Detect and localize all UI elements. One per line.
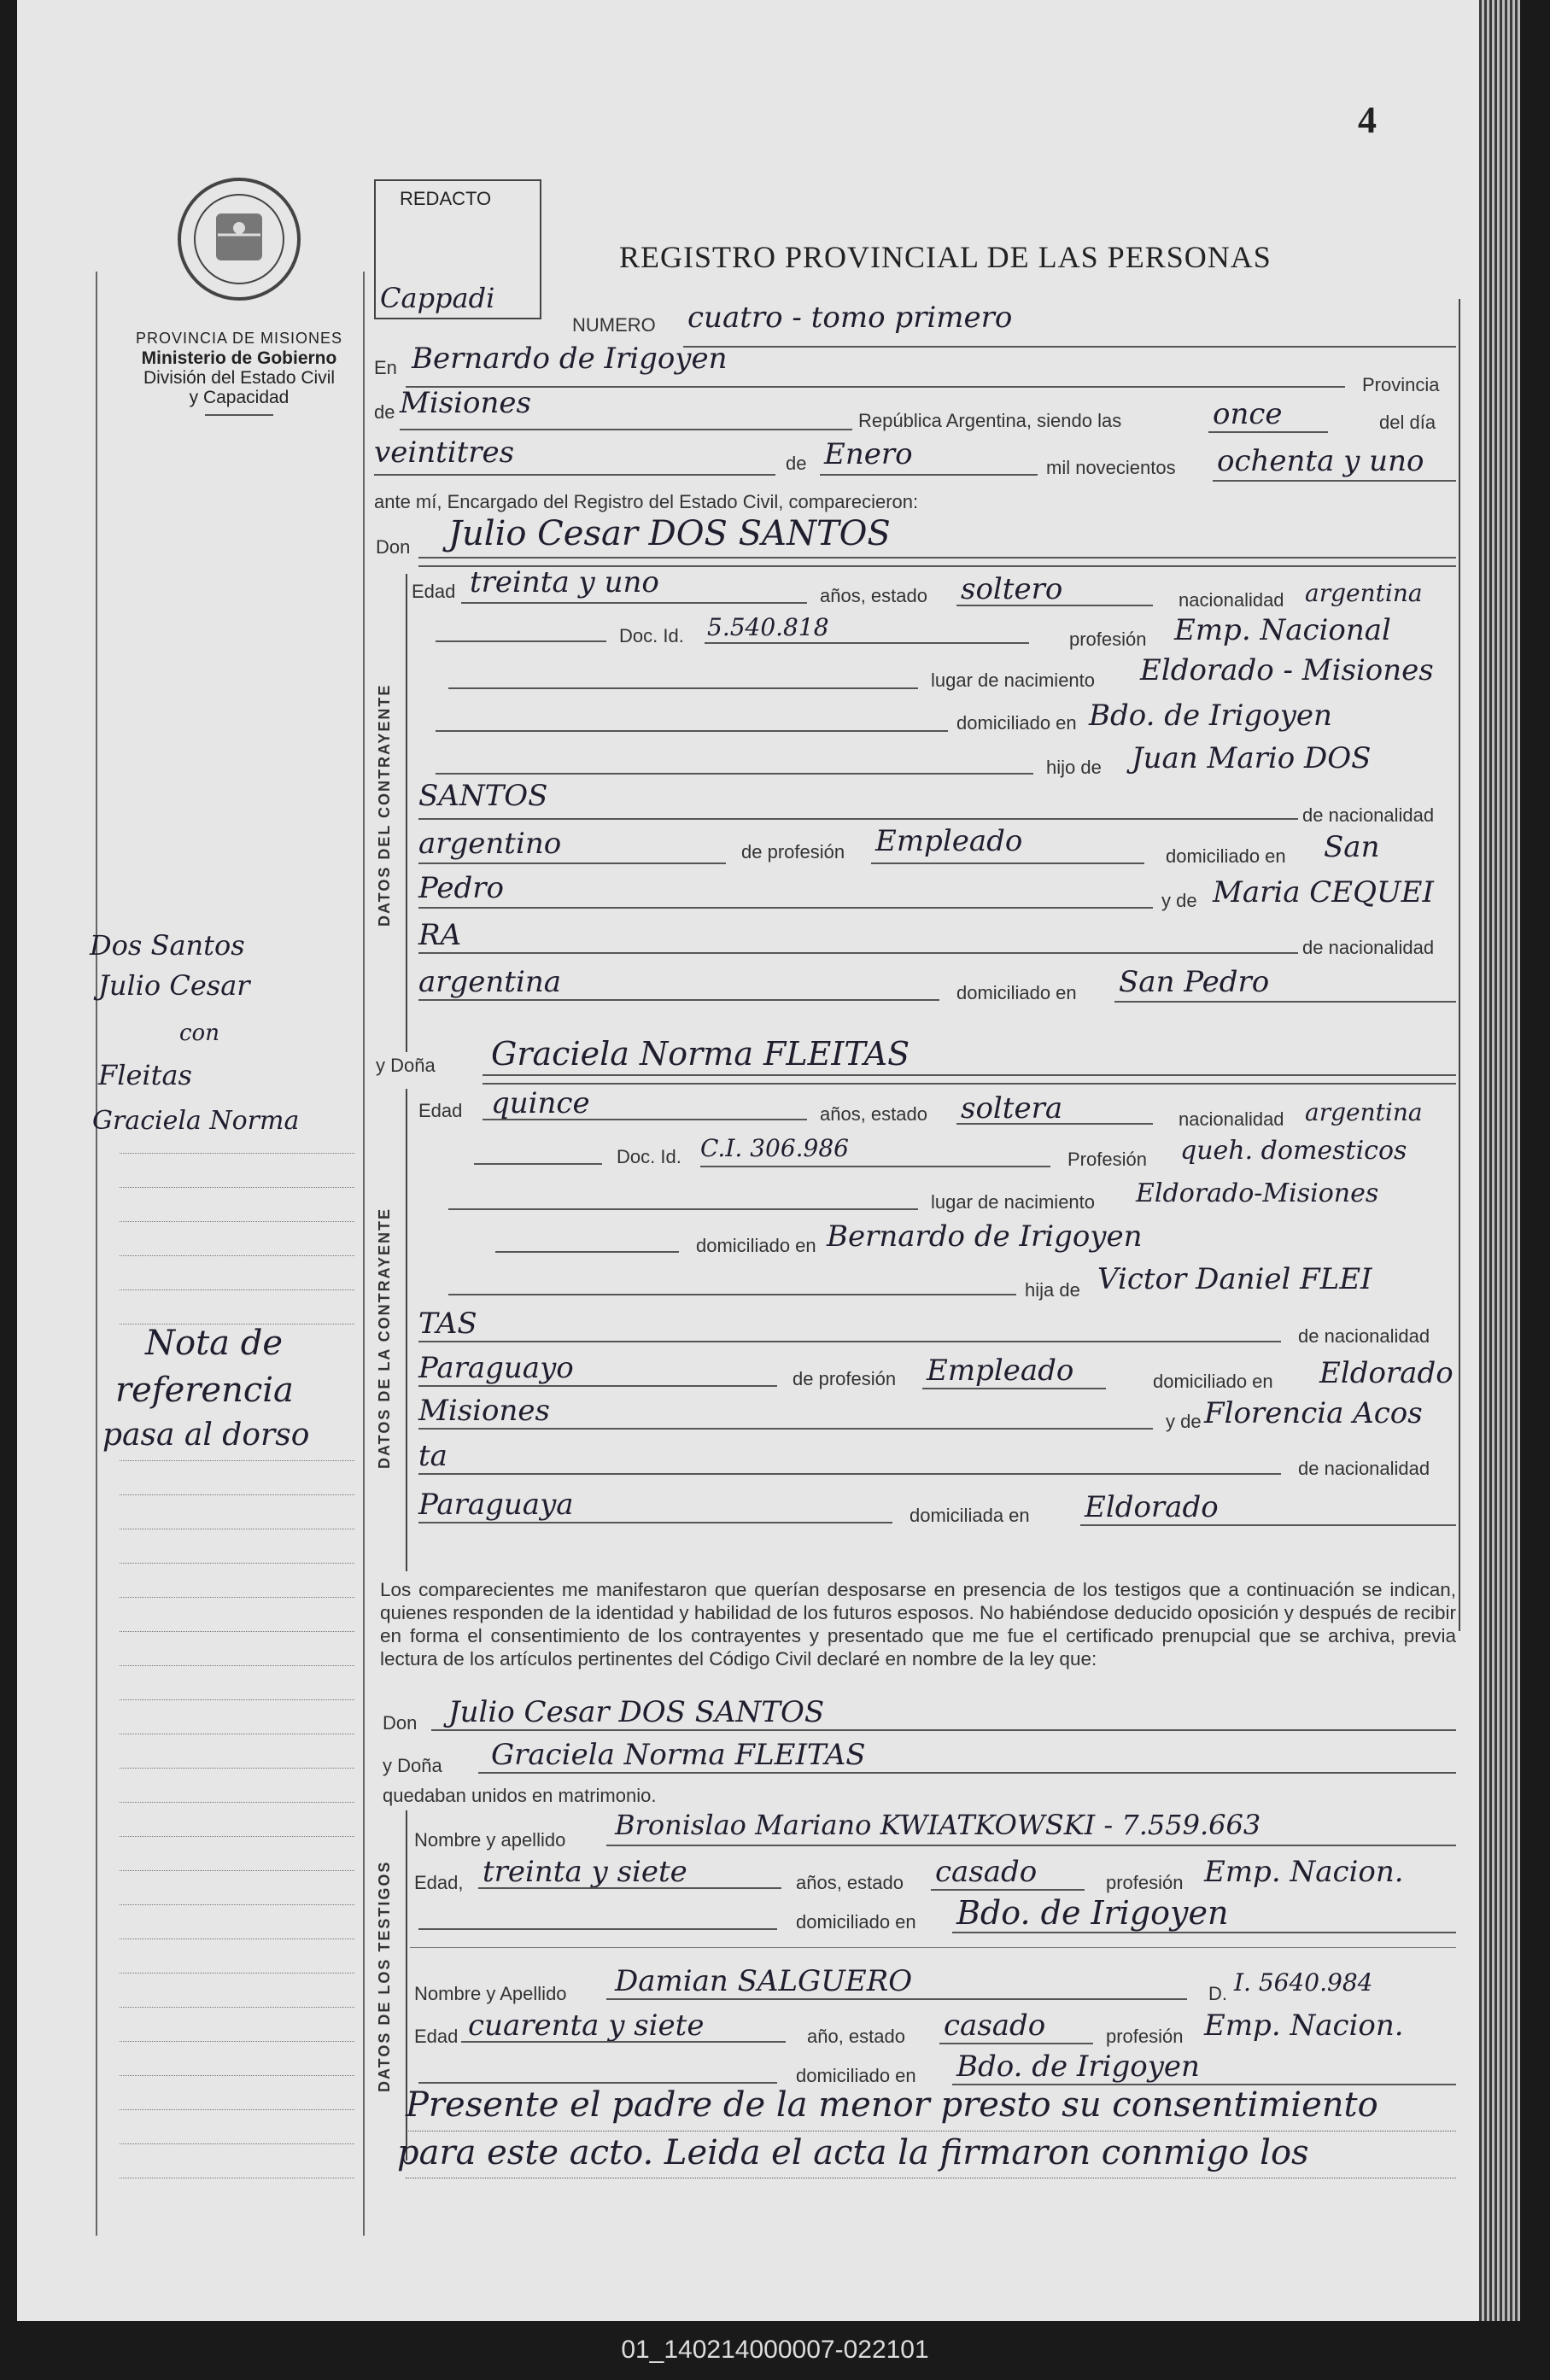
contrayente-nacionalidad: argentina xyxy=(1305,579,1423,607)
margin-note-3: pasa al dorso xyxy=(102,1418,310,1453)
de-prof-label-2: de profesión xyxy=(793,1368,897,1389)
ministry-line1: PROVINCIA DE MISIONES xyxy=(135,330,343,347)
de-prof-label-1: de profesión xyxy=(741,841,845,863)
union-dona-label: y Doña xyxy=(383,1755,442,1776)
numero-label: NUMERO xyxy=(572,314,656,336)
contrayenta-padre-domic-1: Eldorado xyxy=(1319,1356,1453,1390)
ministry-line2: Ministerio de Gobierno xyxy=(141,348,337,368)
contrayente-domicilio: Bdo. de Irigoyen xyxy=(1089,699,1332,733)
contrayente-madre-2: RA xyxy=(418,918,462,952)
anio-value: ochenta y uno xyxy=(1217,444,1424,478)
prof-label-2: Profesión xyxy=(1067,1149,1147,1170)
margin-name-1: Dos Santos xyxy=(90,929,245,962)
margin-name-2: Julio Cesar xyxy=(98,969,250,1002)
union-don-label: Don xyxy=(383,1712,418,1734)
quedaban-text: quedaban unidos en matrimonio. xyxy=(383,1785,657,1806)
union-dona: Graciela Norma FLEITAS xyxy=(491,1738,866,1772)
edad-label-2: Edad xyxy=(418,1100,463,1121)
mil-label: mil novecientos xyxy=(1046,457,1176,478)
provincial-seal xyxy=(175,175,303,303)
t1-estado-label: años, estado xyxy=(796,1872,904,1893)
domic-label-1: domiciliado en xyxy=(956,712,1077,734)
edad-label-1: Edad xyxy=(412,581,456,602)
t2-profesion: Emp. Nacion. xyxy=(1204,2009,1404,2043)
margin-name-3: con xyxy=(179,1020,219,1046)
contrayente-lugar-nac: Eldorado - Misiones xyxy=(1140,653,1434,687)
contrayenta-profesion: queh. domesticos xyxy=(1180,1136,1407,1166)
margin-right-border xyxy=(363,272,365,2236)
contrayente-madre-1: Maria CEQUEI xyxy=(1213,875,1434,909)
y-de-label-2: y de xyxy=(1166,1411,1202,1432)
contrayenta-padre-prof: Empleado xyxy=(927,1354,1074,1388)
contrayenta-doc: C.I. 306.986 xyxy=(700,1134,849,1162)
lugar-nac-label-2: lugar de nacimiento xyxy=(931,1191,1096,1213)
contrayenta-madre-domic: Eldorado xyxy=(1085,1490,1219,1524)
hora-value: once xyxy=(1213,397,1283,431)
contrayenta-section-label: DATOS DE LA CONTRAYENTE xyxy=(376,1207,393,1469)
seal-text xyxy=(175,175,176,176)
contrayente-nombre: Julio Cesar DOS SANTOS xyxy=(448,514,891,553)
de-label: de xyxy=(374,401,395,423)
t2-nombre-label: Nombre y Apellido xyxy=(414,1983,567,2004)
lugar-nac-label-1: lugar de nacimiento xyxy=(931,670,1096,691)
nac-label-2: nacionalidad xyxy=(1179,1108,1284,1130)
t2-nombre: Damian SALGUERO xyxy=(615,1964,913,1998)
contrayente-bracket xyxy=(406,574,407,1052)
de-nac-label-2b: de nacionalidad xyxy=(1298,1458,1430,1479)
contrayente-estado: soltero xyxy=(961,572,1063,606)
t1-prof-label: profesión xyxy=(1106,1872,1184,1893)
de-mes-label: de xyxy=(786,453,807,474)
contrayenta-bracket xyxy=(406,1089,407,1571)
t1-estado: casado xyxy=(935,1855,1038,1889)
margin-note-1: Nota de xyxy=(145,1324,283,1363)
contrayenta-nombre: Graciela Norma FLEITAS xyxy=(491,1035,910,1073)
contrayente-padre-nac: argentino xyxy=(418,827,562,861)
t1-nombre: Bronislao Mariano KWIATKOWSKI - 7.559.663 xyxy=(615,1809,1261,1841)
numero-value: cuatro - tomo primero xyxy=(687,301,1013,335)
padre-domic-label-1: domiciliado en xyxy=(1166,845,1286,867)
republica-label: República Argentina, siendo las xyxy=(858,410,1122,431)
final-note-line-1: Presente el padre de la menor presto su consentimiento xyxy=(406,2085,1378,2125)
contrayenta-padre-2: TAS xyxy=(418,1307,477,1341)
t2-estado-label: año, estado xyxy=(807,2026,905,2047)
contrayenta-madre-1: Florencia Acos xyxy=(1204,1396,1423,1430)
contrayente-padre-domic-1: San xyxy=(1324,830,1380,864)
provincia-label: Provincia xyxy=(1362,374,1440,395)
page-title: REGISTRO PROVINCIAL DE LAS PERSONAS xyxy=(619,240,1272,274)
don-label: Don xyxy=(376,536,411,558)
page-number: 4 xyxy=(1358,99,1377,141)
t1-edad: treinta y siete xyxy=(483,1855,687,1889)
de-nac-label-1: de nacionalidad xyxy=(1302,804,1435,826)
contrayenta-domicilio: Bernardo de Irigoyen xyxy=(827,1219,1143,1254)
contrayente-profesion: Emp. Nacional xyxy=(1174,613,1391,647)
t1-edad-label: Edad, xyxy=(414,1872,464,1893)
t2-edad-label: Edad xyxy=(414,2026,459,2047)
page-edge xyxy=(1479,0,1520,2321)
contrayenta-padre-nac: Paraguayo xyxy=(418,1351,574,1385)
contrayenta-nacionalidad: argentina xyxy=(1305,1098,1423,1126)
ministry-line3: División del Estado Civil xyxy=(143,368,336,388)
t2-doc-label: D. xyxy=(1208,1983,1227,2004)
testigos-section-label: DATOS DE LOS TESTIGOS xyxy=(376,1860,393,2092)
hija-label: hija de xyxy=(1025,1279,1080,1301)
contrayenta-padre-1: Victor Daniel FLEI xyxy=(1097,1262,1372,1296)
margin-left-border xyxy=(96,272,97,2236)
t1-profesion: Emp. Nacion. xyxy=(1204,1855,1404,1889)
t1-domicilio: Bdo. de Irigoyen xyxy=(956,1894,1229,1932)
frame-right-border xyxy=(1459,299,1460,1631)
contrayente-madre-nac: argentina xyxy=(418,965,562,999)
de-nac-label-1b: de nacionalidad xyxy=(1302,937,1435,958)
t2-prof-label: profesión xyxy=(1106,2026,1184,2047)
prof-label-1: profesión xyxy=(1069,629,1147,650)
margin-name-4: Fleitas xyxy=(98,1059,192,1091)
register-page xyxy=(17,0,1520,2321)
redacto-label: REDACTO xyxy=(400,188,492,209)
dia-value: veintitres xyxy=(374,436,515,470)
doc-label-2: Doc. Id. xyxy=(617,1146,681,1167)
footer-image-id: 01_140214000007-022101 xyxy=(621,2336,929,2364)
estado-label-2: años, estado xyxy=(820,1103,927,1125)
t2-domicilio: Bdo. de Irigoyen xyxy=(956,2050,1200,2084)
y-de-label-1: y de xyxy=(1161,890,1197,911)
contrayente-padre-2: SANTOS xyxy=(418,779,548,813)
union-don: Julio Cesar DOS SANTOS xyxy=(448,1695,825,1729)
declaration-paragraph: Los comparecientes me manifestaron que querían desposarse en presencia de los testigos que a continuación se indican, quienes responden de la identidad y habilidad de los futuros esposos. No habiéndose deducido oposición y después de recibir en forma el consentimiento de los contrayentes y presentado que me fue el certificado prenupcial que se archiva, previa lectura de los artículos pertinentes del Código Civil declaré en nombre de la ley que: xyxy=(380,1579,1456,1670)
redacto-value: Cappadi xyxy=(380,282,495,314)
ante-mi-text: ante mí, Encargado del Registro del Estado Civil, comparecieron: xyxy=(374,491,919,512)
t2-estado: casado xyxy=(944,2009,1046,2043)
mes-value: Enero xyxy=(824,437,913,471)
contrayente-madre-domic: San Pedro xyxy=(1119,965,1270,999)
contrayenta-madre-2: ta xyxy=(418,1439,447,1473)
madre-domic-label-2: domiciliada en xyxy=(910,1505,1030,1526)
contrayente-edad: treinta y uno xyxy=(470,565,659,599)
t2-domic-label: domiciliado en xyxy=(796,2065,916,2086)
ministry-block xyxy=(111,329,367,416)
contrayente-padre-domic-2: Pedro xyxy=(418,871,504,905)
final-note-line-2: para este acto. Leida el acta la firmaron conmigo los xyxy=(397,2133,1309,2172)
nac-label-1: nacionalidad xyxy=(1179,589,1284,611)
hijo-label: hijo de xyxy=(1046,757,1102,778)
contrayenta-estado: soltera xyxy=(961,1091,1063,1126)
margin-name-5: Graciela Norma xyxy=(92,1106,300,1136)
t1-domic-label: domiciliado en xyxy=(796,1911,916,1933)
doc-label-1: Doc. Id. xyxy=(619,625,684,646)
lugar-value: Bernardo de Irigoyen xyxy=(412,342,728,376)
provincia-value: Misiones xyxy=(400,386,531,420)
t2-doc: I. 5640.984 xyxy=(1234,1968,1373,1997)
contrayenta-lugar-nac: Eldorado-Misiones xyxy=(1136,1178,1379,1208)
dona-label: y Doña xyxy=(376,1055,436,1076)
contrayenta-madre-nac: Paraguaya xyxy=(418,1488,574,1522)
estado-label-1: años, estado xyxy=(820,585,927,606)
margin-note-2: referencia xyxy=(115,1371,294,1410)
madre-domic-label-1: domiciliado en xyxy=(956,982,1077,1003)
contrayente-padre-prof: Empleado xyxy=(875,824,1023,858)
contrayenta-edad: quince xyxy=(491,1086,590,1120)
contrayente-padre-1: Juan Mario DOS xyxy=(1132,741,1372,775)
padre-domic-label-2: domiciliado en xyxy=(1153,1371,1273,1392)
en-label: En xyxy=(374,357,397,378)
de-nac-label-2: de nacionalidad xyxy=(1298,1325,1430,1347)
contrayente-section-label: DATOS DEL CONTRAYENTE xyxy=(376,683,393,927)
t2-edad: cuarenta y siete xyxy=(468,2009,705,2043)
del-dia-label: del día xyxy=(1379,412,1436,433)
contrayenta-padre-domic-2: Misiones xyxy=(418,1394,550,1428)
contrayente-doc: 5.540.818 xyxy=(707,613,829,641)
t1-nombre-label: Nombre y apellido xyxy=(414,1829,566,1851)
ministry-line4: y Capacidad xyxy=(189,388,290,407)
domic-label-2: domiciliado en xyxy=(696,1235,816,1256)
